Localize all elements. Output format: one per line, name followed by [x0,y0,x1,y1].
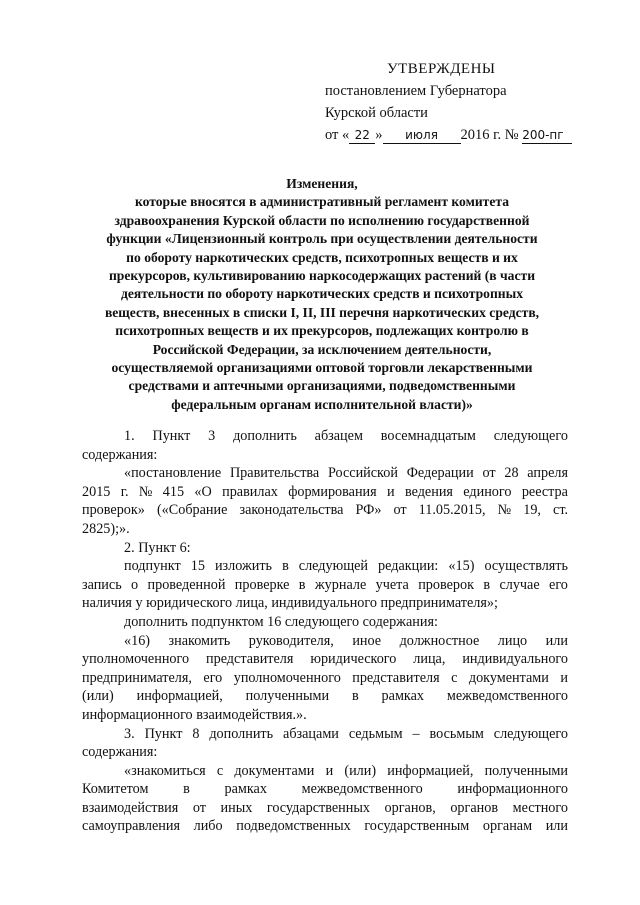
word: Пункт [152,428,191,444]
word: редакции: [378,558,439,575]
word: в [183,781,190,798]
word: в [483,576,491,593]
word: самоуправления [82,818,180,835]
word: («Собрание [156,502,228,519]
title-line: Российской Федерации, за исключением деятельности, [152,341,492,357]
document-body [82,427,568,836]
word: межведомственного [446,688,568,705]
word: органам [482,818,533,835]
title-line: осуществляемой организациями оптовой торговли лекарственными [111,360,533,376]
word: учета [375,576,409,593]
word: информацией, [387,762,474,779]
word: и [387,483,395,500]
word: 19, [523,502,541,519]
word: журнале [314,576,367,593]
word: рамках [381,688,424,705]
word: «16) [124,632,151,649]
word: взаимодействия [82,799,179,816]
word: юридического [310,651,397,668]
document-title [82,175,562,414]
word: запись [82,576,122,593]
paragraph-line: дополнить подпунктом 16 следующего содержания: [124,613,438,630]
word: предпринимателя, [82,669,192,686]
word: случае [499,576,540,593]
word: «О [194,483,212,500]
word: законодательства [239,502,344,519]
word: абзацами [283,725,339,742]
word: государственных [266,799,370,816]
word: от [393,502,407,519]
word: или [545,818,568,835]
word: следующего [493,428,568,444]
word: 1. [124,428,135,444]
title-line: средствами и аптечными организациями, подведомственными [128,378,516,394]
word: изложить [214,558,273,575]
word: РФ» [355,502,382,519]
word: представителя [352,669,440,686]
word: апреля [527,465,568,482]
word: (или) [344,762,377,779]
word: органов, [384,799,436,816]
date-prefix: от « [325,127,350,143]
word: абзацем [314,428,363,444]
paragraph-line [82,632,568,651]
word: от [482,465,496,482]
word: (или) [82,688,114,705]
date-mid: » [375,127,383,143]
word: «постановление [124,465,222,482]
word: – [412,725,420,742]
word: его [203,669,223,686]
word: проведенной [147,576,226,593]
word: Федерации [406,465,474,482]
title-line: Изменения, [286,176,358,191]
word: информационного [457,781,568,798]
title-line: федеральным органам исполнительной власти)» [171,396,473,412]
approval-line-2: Курской области [325,105,428,121]
word: г. [120,483,129,500]
paragraph-line: наличия у юридического лица, индивидуального предпринимателя»; [82,595,498,612]
word: его [549,576,568,593]
paragraph-line: информационного взаимодействия.». [82,706,307,723]
word: должностное [399,632,480,649]
word: руководителя, [248,632,334,649]
word: лицо [497,632,528,649]
word: 28 [504,465,519,482]
word: с [451,669,458,686]
word: восемнадцатым [380,428,476,444]
paragraph-line [82,483,568,502]
approval-block [325,58,625,146]
title-line: прекурсоров, культивированию наркосодержащих растений (в части [108,268,536,284]
word: документами [234,762,315,779]
title-line: психотропных веществ и их прекурсоров, подлежащих контролю в [115,323,529,339]
paragraph-line: 2825);». [82,520,130,537]
word: реестра [521,483,568,500]
title-line: деятельности по обороту наркотических средств и психотропных [120,286,524,302]
paragraph-line [82,725,568,744]
paragraph-line [82,669,568,688]
title-line: функции «Лицензионный контроль при осуществлении деятельности [106,231,538,247]
paragraph-line: содержания: [82,744,158,761]
title-line: здравоохранения Курской области по исполнению государственной [114,212,530,228]
word: ст. [553,502,568,519]
word: органов [450,799,499,816]
word: проверок [418,576,474,593]
word: лица, [413,651,446,668]
paragraph-line [82,817,568,836]
word: Правительства [229,465,320,482]
paragraph-line [82,427,568,446]
word: № [138,483,153,500]
approval-line-1: постановлением Губернатора [325,83,507,99]
date-month: июля [383,128,461,144]
paragraph-line [82,464,568,483]
paragraph-line [82,557,568,576]
word: либо [193,818,223,835]
word: 3 [208,428,216,444]
word: дополнить [209,725,274,742]
title-line: веществ, внесенных в списки I, II, III перечня наркотических средств, [104,304,540,320]
date-day: 22 [349,128,375,144]
word: индивидуального [462,651,568,668]
word: подведомственных [236,818,351,835]
title-line: которые вносятся в административный регламент комитета [134,194,510,210]
word: «15) [448,558,475,575]
word: 415 [162,483,185,500]
word: представителя [206,651,294,668]
word: в [351,688,359,705]
paragraph-line [82,576,568,595]
word: Российской [328,465,398,482]
word: в [282,558,289,575]
paragraph-line [82,687,568,706]
approval-date-line [325,124,625,146]
word: 3. [124,725,135,742]
paragraph-line [82,780,568,799]
word: следующего [493,725,568,742]
word: полученными [484,762,568,779]
word: или [545,632,568,649]
word: и [325,762,334,779]
paragraph-line: содержания: [82,446,158,463]
approval-heading: УТВЕРЖДЕНЫ [387,61,496,77]
word: в [298,576,306,593]
title-line: по обороту наркотических средств, психотропных веществ и их [126,249,518,265]
word: межведомственного [301,781,423,798]
word: с [216,762,224,779]
decree-number: 200-пг [522,128,572,144]
word: проверок» [82,502,145,519]
word: Комитетом [82,781,149,798]
paragraph-line [82,501,568,520]
paragraph-line [82,799,568,818]
paragraph-line [82,762,568,781]
paragraph-line [82,650,568,669]
word: полученными [245,688,330,705]
date-year: 2016 г. № [460,127,519,143]
word: единого [463,483,512,500]
word: рамках [224,781,267,798]
word: № [497,502,512,519]
word: 8 [192,725,200,742]
word: следующей [298,558,369,575]
word: осуществлять [484,558,568,575]
word: уполномоченного [82,651,190,668]
word: уполномоченного [233,669,341,686]
word: дополнить [233,428,297,444]
word: седьмым [348,725,403,742]
word: знакомить [168,632,231,649]
word: информацией, [136,688,223,705]
paragraph-line: 2. Пункт 6: [124,539,191,556]
word: 15 [190,558,205,575]
word: Пункт [144,725,183,742]
word: иное [352,632,382,649]
word: от [192,799,206,816]
word: ведения [404,483,453,500]
word: проверке [234,576,290,593]
word: о [131,576,139,593]
word: иных [220,799,253,816]
word: формирования [288,483,377,500]
word: подпункт [124,558,181,575]
word: документами [468,669,549,686]
word: государственным [364,818,470,835]
word: правилах [222,483,278,500]
word: «знакомиться [124,762,206,779]
word: 2015 [82,483,111,500]
word: и [560,669,568,686]
word: восьмым [429,725,484,742]
word: местного [512,799,568,816]
word: 11.05.2015, [418,502,486,519]
